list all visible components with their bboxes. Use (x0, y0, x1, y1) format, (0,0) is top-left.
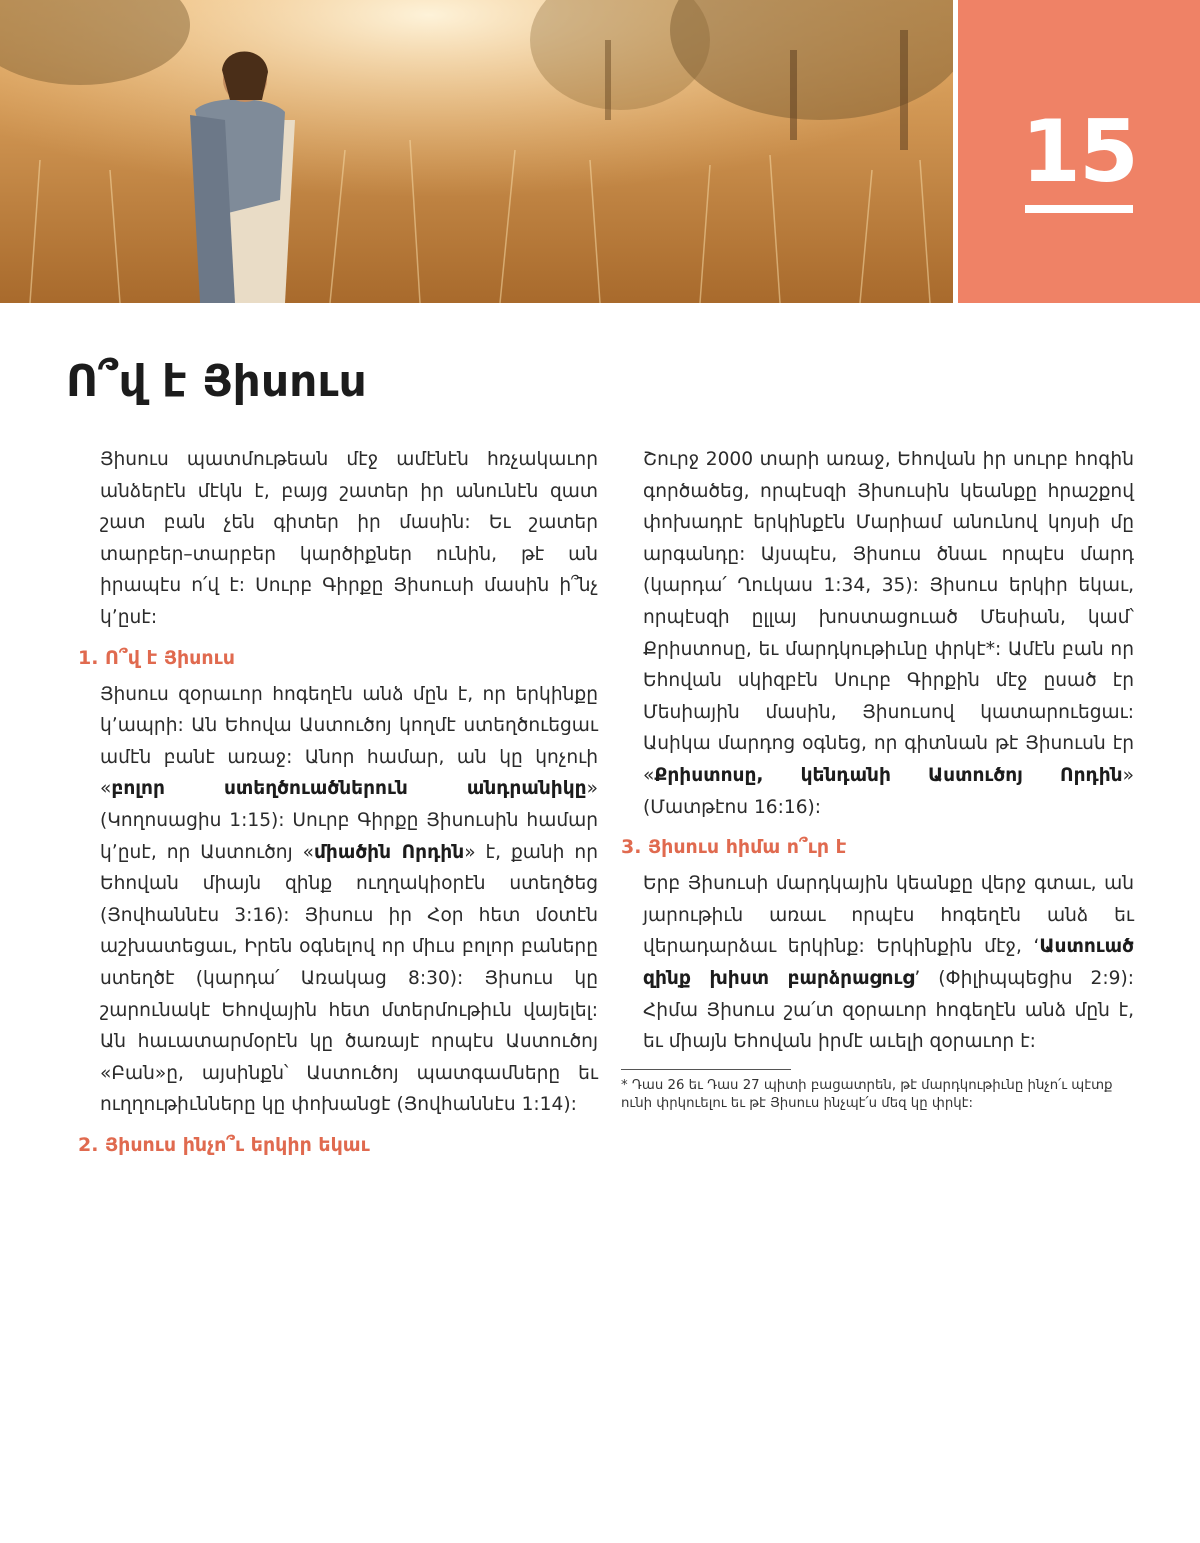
footnote: * Դաս 26 եւ Դաս 27 պիտի բացատրեն, թէ մարդկութիւնը ինչո՛ւ պէտք ունի փրկուելու եւ թէ Յիսուս ինչպէ՛ս մեզ կը փրկէ: (621, 1077, 1113, 1111)
lesson-number: 15 (1021, 102, 1137, 202)
section-3-text-a: Երբ Յիսուսի մարդկային կեանքը վերջ գտաւ, ան յարութիւն առաւ որպէս հոգեղէն անձ եւ վերադարձաւ երկինք: Երկինքին մէջ, ‘ (643, 873, 1134, 958)
hero-photo (0, 0, 953, 303)
section-2-text-a: Շուրջ 2000 տարի առաջ, Եհովան իր սուրբ հոգին գործածեց, որպէսզի Յիսուսին կեանքը հրաշքով փոխադրէ երկինքէն Մարիամ անունով կոյսի մը արգանդը: Այսպէս, Յիսուս ծնաւ որպէս մարդ (կարդա՛ Ղուկաս 1:34, 35): Յիսուս երկիր եկաւ, որպէսզի ըլլայ խոստացուած Մեսիան, կամ՝ Քրիստոսը, եւ մարդկութիւնը փրկէ*: Ամէն բան որ Եհովան սկիզբէն Սուրբ Գիրքին մէջ ըսած էր Մեսիային մասին, Յիսուսով կատարուեցաւ: Ասիկա մարդոց օգնեց, որ գիտնան թէ Յիսուսն էր « (643, 449, 1134, 786)
lesson-number-badge (958, 0, 1200, 303)
page-title: Ո՞վ է Յիսուս (66, 356, 367, 407)
hero-illustration (0, 0, 953, 303)
section-1-text-a: Յիսուս զօրաւոր հոգեղէն անձ մըն է, որ երկինքը կ՚ապրի: Ան Եհովա Աստուծոյ կողմէ ստեղծուեցաւ ամէն բանէ առաջ: Անոր համար, ան կը կոչուի « (100, 683, 598, 800)
section-1-text-c: » է, քանի որ Եհովան միայն զինք ուղղակիօրէն ստեղծեց (Յովհաննէս 3:16): Յիսուս իր Հօր հետ մօտէն աշխատեցաւ, Իրեն օգնելով որ միւս բոլոր բաները ստեղծէ (կարդա՛ Առակաց 8:30): Յիսուս կը շարունակէ Եհովային հետ մտերմութիւն վայելել: Ան հաւատարմօրէն կը ծառայէ որպէս Աստուծոյ «Բան»ը, այսինքն՝ Աստուծոյ պատգամները եւ ուղղութիւնները կը փոխանցէ (Յովհաննէս 1:14): (100, 841, 598, 1116)
section-2-heading: 2. Յիսուս ինչո՞ւ երկիր եկաւ (78, 1133, 370, 1156)
right-column (621, 444, 1134, 1113)
section-1-heading: 1. Ո՞վ է Յիսուս (78, 646, 235, 669)
intro-paragraph: Յիսուս պատմութեան մէջ ամէնէն հռչակաւոր անձերէն մէկն է, բայց շատեր իր անունէն զատ շատ բան չեն գիտեր իր մասին: Եւ շատեր տարբեր–տարբեր կարծիքներ ունին, թէ ան իրապէս ո՛վ է: Սուրբ Գիրքը Յիսուսի մասին ի՞նչ կ՚ըսէ: (100, 449, 598, 628)
section-1-bold-b: միածին Որդին (313, 841, 465, 863)
badge-underline (1025, 205, 1133, 213)
section-1-bold-a: բոլոր ստեղծուածներուն անդրանիկը (111, 778, 587, 800)
section-2-bold-a: Քրիստոսը, կենդանի Աստուծոյ Որդին (654, 764, 1123, 786)
footnote-divider (621, 1069, 791, 1070)
section-3-text-b: ’ (Փիլիպպեցիս 2:9): Հիմա Յիսուս շա՛տ զօրաւոր հոգեղէն անձ մըն է, եւ միայն Եհովան իրմէ աւելի զօրաւոր է: (643, 967, 1134, 1053)
section-3-paragraph (621, 868, 1134, 1058)
left-column (78, 444, 598, 1166)
section-2-paragraph-start (621, 444, 1134, 823)
section-2-text-b: » (Մատթէոս 16:16): (643, 764, 1134, 818)
section-3-bold-a: Աստուած զինք խիստ բարձրացուց (643, 936, 1134, 989)
section-1-text-b: » (Կողոսացիս 1:15): Սուրբ Գիրքը Յիսուսին համար կ՚ըսէ, որ Աստուծոյ « (100, 778, 598, 863)
section-1-paragraph (78, 679, 598, 1121)
section-3-heading: 3. Յիսուս հիմա ո՞ւր է (621, 836, 847, 859)
